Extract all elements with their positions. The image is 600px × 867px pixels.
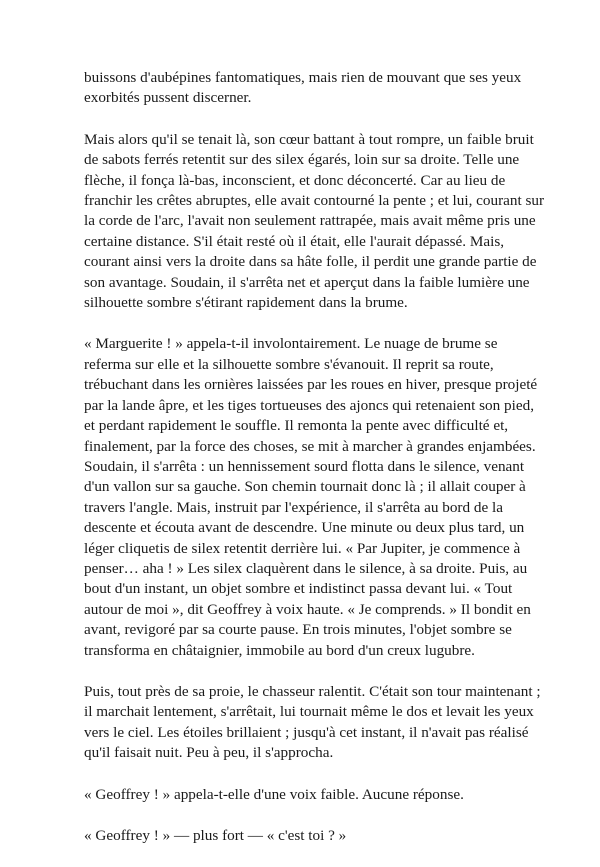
text-line: Puis, tout près de sa proie, le chasseur ralentit. C'était son tour maintenant ;	[84, 682, 541, 700]
text-line: vers le ciel. Les étoiles brillaient ; jusqu'à cet instant, il n'avait pas réalisé	[84, 723, 529, 741]
text-line: certaine distance. S'il était resté où il était, elle l'aurait dépassé. Mais,	[84, 232, 505, 250]
body-text	[84, 68, 545, 867]
text-line: par la lande âpre, et les tiges tortueuses des ajoncs qui retenaient son pied,	[84, 396, 534, 414]
text-line: travers l'angle. Mais, instruit par l'expérience, il s'arrêta au bord de la	[84, 498, 503, 516]
text-line: et perdant rapidement le souffle. Il remonta la pente avec difficulté et,	[84, 417, 509, 435]
text-line: autour de moi », dit Geoffrey à voix haute. « Je comprends. » Il bondit en	[84, 600, 531, 618]
text-line: exorbités pussent discerner.	[84, 89, 252, 107]
text-line: « Marguerite ! » appela-t-il involontairement. Le nuage de brume se	[84, 335, 498, 353]
text-line: trébuchant dans les ornières laissées par les roues en hiver, presque projeté	[84, 376, 538, 394]
text-line: transforma en châtaignier, immobile au bord d'un creux lugubre.	[84, 641, 475, 659]
text-line: franchir les crêtes abruptes, elle avait contourné la pente ; et lui, courant sur	[84, 192, 545, 210]
text-line: courant ainsi vers la droite dans sa hâte folle, il perdit une grande partie de	[84, 253, 537, 271]
text-line: avant, revigoré par sa courte pause. En trois minutes, l'objet sombre se	[84, 621, 512, 639]
text-line: son avantage. Soudain, il s'arrêta net et aperçut dans la faible lumière une	[84, 273, 530, 291]
text-line: Mais alors qu'il se tenait là, son cœur battant à tout rompre, un faible bruit	[84, 130, 534, 148]
text-line: buissons d'aubépines fantomatiques, mais rien de mouvant que ses yeux	[84, 69, 522, 86]
text-line: il marchait lentement, s'arrêtait, lui tournait même le dos et levait les yeux	[84, 703, 534, 721]
text-line: « Geoffrey ! » appela-t-elle d'une voix faible. Aucune réponse.	[84, 785, 464, 803]
paragraph-4	[84, 682, 541, 764]
text-line: de sabots ferrés retentit sur des silex égarés, loin sur sa droite. Telle une	[84, 151, 520, 169]
text-line: referma sur elle et la silhouette sombre s'évanouit. Il reprit sa route,	[84, 355, 494, 373]
text-line: descente et écouta avant de descendre. Une minute ou deux plus tard, un	[84, 519, 525, 537]
text-line: flèche, il fonça là-bas, inconscient, et donc déconcerté. Car au lieu de	[84, 171, 506, 189]
text-line: penser… aha ! » Les silex claquèrent dans le silence, à sa droite. Puis, au	[84, 559, 528, 577]
text-line: finalement, par la force des choses, se mit à marcher à grandes enjambées.	[84, 437, 536, 455]
text-line: bout d'un instant, un objet sombre et indistinct passa devant lui. « Tout	[84, 580, 513, 598]
text-line: Soudain, il s'arrêta : un hennissement sourd flotta dans le silence, venant	[84, 457, 525, 475]
text-line: qu'il faisait nuit. Peu à peu, il s'approcha.	[84, 744, 334, 762]
paragraph-6	[84, 826, 520, 846]
paragraph-1	[84, 68, 520, 109]
text-line: léger cliquetis de silex retentit derrière lui. « Par Jupiter, je commence à	[84, 539, 521, 557]
text-line: d'un vallon sur sa gauche. Son chemin tournait donc là ; il allait couper à	[84, 478, 526, 496]
paragraph-2	[84, 130, 545, 314]
text-line: la corde de l'arc, l'avait non seulement rattrapée, mais avait même pris une	[84, 212, 536, 230]
paragraph-5	[84, 785, 520, 805]
paragraph-3	[84, 334, 538, 661]
text-line: « Geoffrey ! » — plus fort — « c'est toi ? »	[84, 827, 347, 844]
text-line: silhouette sombre s'étirant rapidement dans la brume.	[84, 294, 408, 312]
